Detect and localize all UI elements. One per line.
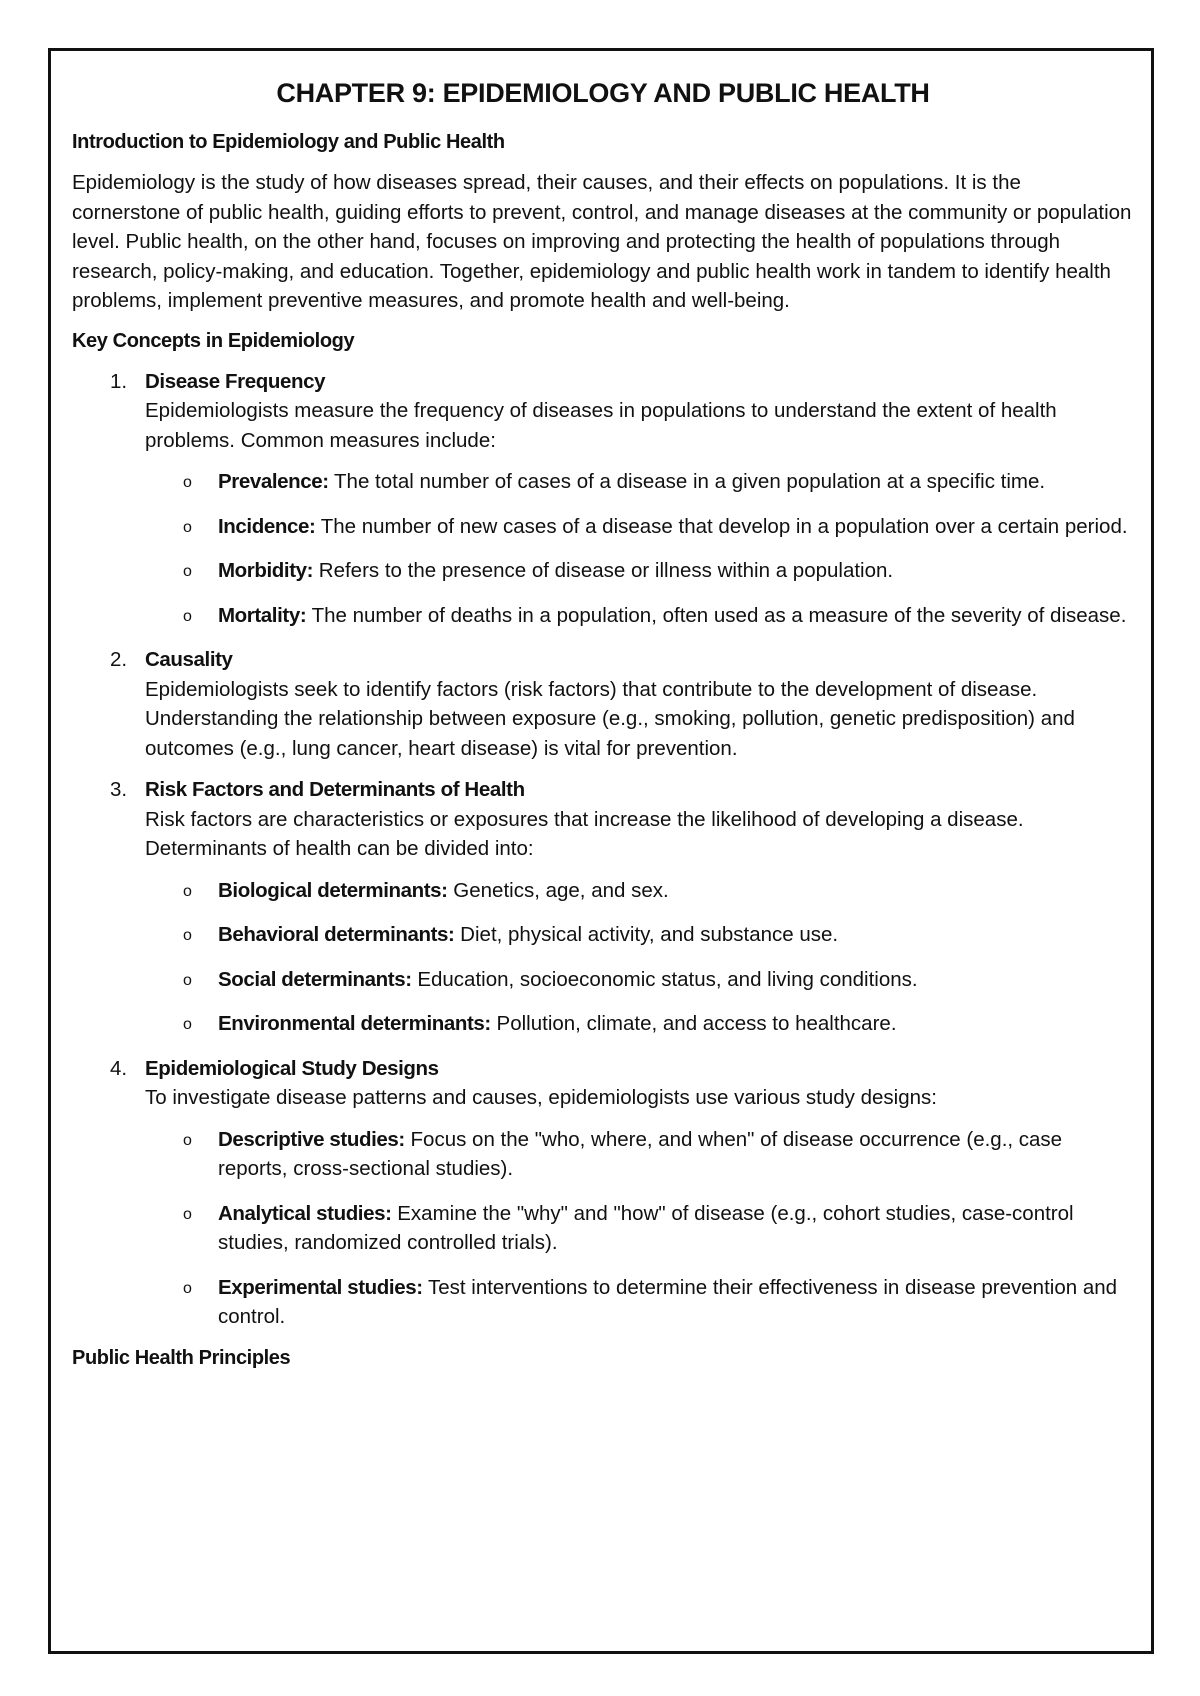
document-body bbox=[72, 72, 1134, 1384]
list-item bbox=[145, 467, 1134, 497]
list-item bbox=[145, 876, 1134, 906]
bullet-icon: o bbox=[183, 882, 192, 900]
concept-title: Risk Factors and Determinants of Health bbox=[145, 778, 525, 801]
concept-text: Epidemiologists measure the frequency of diseases in populations to understand the extent of health problems. Common measures include: bbox=[145, 399, 1057, 452]
definition: Focus on the "who, where, and when" of disease occurrence (e.g., case reports, cross-sectional studies). bbox=[218, 1127, 1063, 1180]
term: Mortality: bbox=[218, 603, 307, 627]
bullet-icon: o bbox=[183, 1279, 192, 1297]
list-item bbox=[145, 920, 1134, 950]
bullet-icon: o bbox=[183, 971, 192, 989]
bullet-icon: o bbox=[183, 563, 192, 580]
concept-title: Epidemiological Study Designs bbox=[145, 1056, 439, 1080]
definition: Pollution, climate, and access to healthcare. bbox=[490, 1012, 897, 1035]
list-item bbox=[145, 1009, 1134, 1039]
term: Behavioral determinants: bbox=[218, 923, 455, 946]
list-item bbox=[145, 1273, 1134, 1332]
term: Experimental studies: bbox=[218, 1275, 423, 1299]
definition: Genetics, age, and sex. bbox=[447, 878, 669, 902]
term: Analytical studies: bbox=[218, 1201, 392, 1225]
concept-title: Disease Frequency bbox=[145, 369, 326, 393]
definition: Education, socioeconomic status, and living conditions. bbox=[411, 967, 918, 991]
concept-text: Epidemiologists seek to identify factors (risk factors) that contribute to the development of disease. Understanding the relationship between exposure (e.g., smoking, pollution, genetic predisposition) and outcomes (e.g., lung cancer, heart disease) is vital for prevention. bbox=[145, 677, 1075, 760]
list-item bbox=[145, 965, 1134, 995]
concept-item-study-designs bbox=[72, 1054, 1134, 1332]
term: Prevalence: bbox=[218, 470, 329, 493]
definition: Diet, physical activity, and substance use. bbox=[454, 923, 839, 946]
concept-title: Causality bbox=[145, 648, 233, 671]
concept-text: To investigate disease patterns and causes, epidemiologists use various study designs: bbox=[145, 1086, 937, 1109]
bullet-icon: o bbox=[183, 474, 192, 491]
list-item bbox=[145, 601, 1134, 631]
bullet-icon: o bbox=[183, 1016, 192, 1033]
concept-item-disease-frequency bbox=[72, 367, 1134, 631]
term: Environmental determinants: bbox=[218, 1012, 491, 1035]
list-item bbox=[145, 1125, 1134, 1184]
concept-item-risk-factors bbox=[72, 775, 1134, 1039]
list-item bbox=[145, 556, 1134, 586]
concept-item-causality bbox=[72, 645, 1134, 763]
list-number: 3. bbox=[110, 778, 128, 801]
bullet-icon: o bbox=[183, 1131, 192, 1149]
study-designs-list bbox=[145, 1125, 1134, 1332]
definition: The number of deaths in a population, often used as a measure of the severity of disease. bbox=[306, 603, 1127, 627]
chapter-title: CHAPTER 9: EPIDEMIOLOGY AND PUBLIC HEALTH bbox=[276, 78, 930, 108]
determinants-list bbox=[145, 876, 1134, 1039]
public-health-heading: Public Health Principles bbox=[72, 1346, 291, 1369]
intro-heading: Introduction to Epidemiology and Public Health bbox=[72, 131, 505, 153]
intro-paragraph: Epidemiology is the study of how diseases spread, their causes, and their effects on populations. It is the cornerstone of public health, guiding efforts to prevent, control, and manage diseases at the community or population level. Public health, on the other hand, focuses on improving and protecting the health of populations through research, policy-making, and education. Together, epidemiology and public health work in tandem to identify health problems, implement preventive measures, and promote health and well-being. bbox=[72, 171, 1132, 312]
list-number: 2. bbox=[110, 648, 128, 671]
concept-text: Risk factors are characteristics or exposures that increase the likelihood of developing a disease. Determinants of health can be divided into: bbox=[145, 807, 1024, 860]
list-item bbox=[145, 512, 1134, 542]
list-number: 1. bbox=[110, 369, 128, 393]
bullet-icon: o bbox=[183, 518, 192, 536]
definition: Examine the "why" and "how" of disease (e.g., cohort studies, case-control studies, randomized controlled trials). bbox=[218, 1201, 1074, 1254]
measures-list bbox=[145, 467, 1134, 630]
key-concepts-heading: Key Concepts in Epidemiology bbox=[72, 329, 355, 352]
term: Incidence: bbox=[218, 514, 316, 538]
term: Descriptive studies: bbox=[218, 1127, 405, 1151]
term: Social determinants: bbox=[218, 967, 412, 991]
key-concepts-list bbox=[72, 367, 1134, 1332]
term: Morbidity: bbox=[218, 559, 314, 582]
definition: Refers to the presence of disease or illness within a population. bbox=[313, 559, 894, 582]
bullet-icon: o bbox=[183, 607, 192, 625]
bullet-icon: o bbox=[183, 927, 192, 944]
term: Biological determinants: bbox=[218, 878, 448, 902]
definition: Test interventions to determine their effectiveness in disease prevention and control. bbox=[218, 1275, 1118, 1328]
list-item bbox=[145, 1199, 1134, 1258]
definition: The number of new cases of a disease that develop in a population over a certain period. bbox=[315, 514, 1128, 538]
bullet-icon: o bbox=[183, 1205, 192, 1223]
definition: The total number of cases of a disease in a given population at a specific time. bbox=[328, 470, 1046, 493]
list-number: 4. bbox=[110, 1056, 128, 1080]
